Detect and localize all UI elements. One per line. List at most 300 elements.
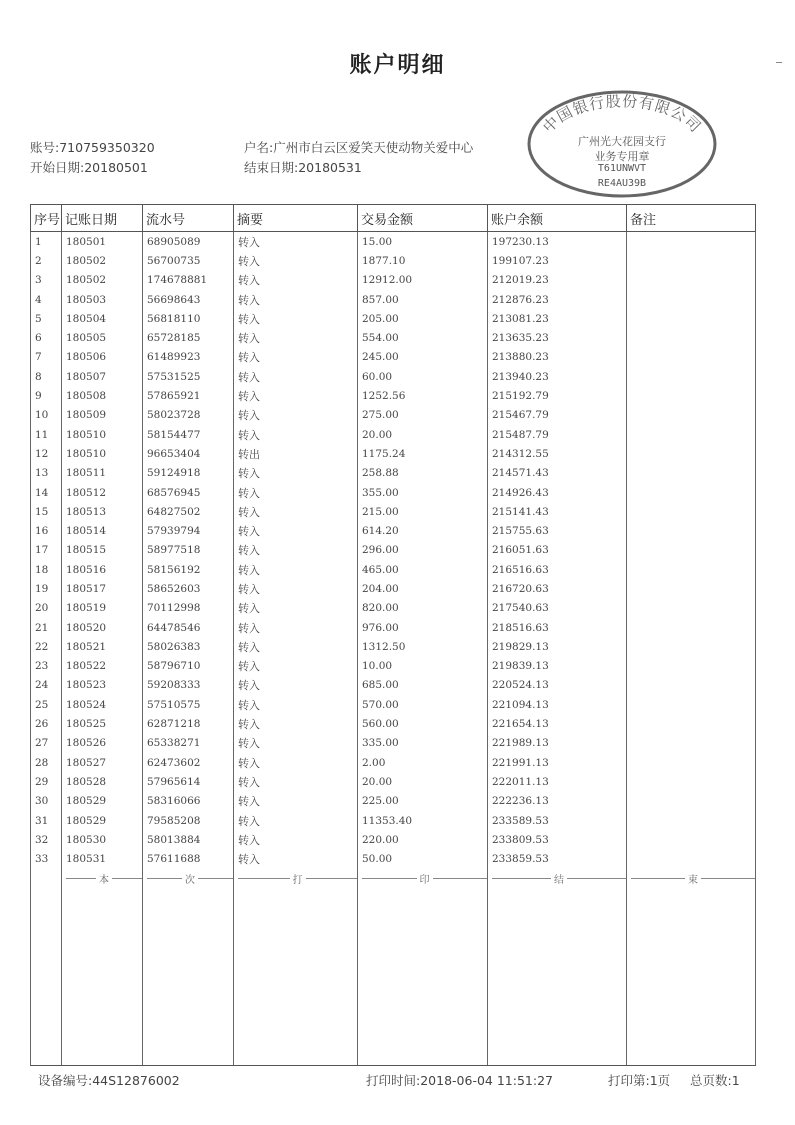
cell-amount: 220.00 <box>358 830 488 849</box>
cell-amount: 335.00 <box>358 734 488 753</box>
cell-summary: 转入 <box>234 734 358 753</box>
page-number: 打印第:1页 <box>608 1073 671 1088</box>
cell-seq: 23 <box>31 657 62 676</box>
cell-summary: 转入 <box>234 348 358 367</box>
cell-serial: 58977518 <box>143 541 234 560</box>
end-marker-text: 打 <box>290 875 306 886</box>
cell-summary: 转入 <box>234 521 358 540</box>
cell-balance: 213635.23 <box>488 328 627 347</box>
cell-seq: 27 <box>31 734 62 753</box>
table-row <box>31 618 756 637</box>
cell-remark <box>627 734 756 753</box>
cell-balance: 222236.13 <box>488 792 627 811</box>
table-row <box>31 406 756 425</box>
cell-amount: 15.00 <box>358 232 488 252</box>
end-marker-cell <box>627 869 756 889</box>
cell-balance: 215467.79 <box>488 406 627 425</box>
cell-serial: 79585208 <box>143 811 234 830</box>
cell-remark <box>627 521 756 540</box>
cell-summary: 转入 <box>234 599 358 618</box>
end-marker-cell <box>358 869 488 889</box>
cell-balance: 212019.23 <box>488 271 627 290</box>
table-row <box>31 772 756 791</box>
cell-remark <box>627 386 756 405</box>
table-row <box>31 850 756 869</box>
cell-seq: 30 <box>31 792 62 811</box>
seal-ring-text: 中国银行股份有限公司 <box>539 92 705 137</box>
table-row <box>31 232 756 252</box>
cell-remark <box>627 444 756 463</box>
end-marker-text: 印 <box>417 875 433 886</box>
end-of-print-row <box>31 869 756 889</box>
cell-summary: 转入 <box>234 657 358 676</box>
cell-date: 180508 <box>62 386 143 405</box>
cell-date: 180503 <box>62 290 143 309</box>
cell-serial: 57510575 <box>143 695 234 714</box>
cell-balance: 214926.43 <box>488 483 627 502</box>
cell-balance: 197230.13 <box>488 232 627 252</box>
end-marker-cell <box>143 869 234 889</box>
cell-summary: 转入 <box>234 367 358 386</box>
col-header-summary: 摘要 <box>234 205 358 232</box>
cell-summary: 转入 <box>234 309 358 328</box>
cell-summary: 转入 <box>234 328 358 347</box>
cell-seq: 26 <box>31 714 62 733</box>
seal-code-1: T61UNWVT <box>597 163 647 174</box>
cell-serial: 58026383 <box>143 637 234 656</box>
cell-balance: 215192.79 <box>488 386 627 405</box>
cell-seq: 11 <box>31 425 62 444</box>
cell-remark <box>627 541 756 560</box>
cell-balance: 214312.55 <box>488 444 627 463</box>
cell-serial: 68905089 <box>143 232 234 252</box>
cell-seq: 22 <box>31 637 62 656</box>
cell-amount: 976.00 <box>358 618 488 637</box>
cell-serial: 57965614 <box>143 772 234 791</box>
cell-balance: 219839.13 <box>488 657 627 676</box>
total-pages: 总页数:1 <box>690 1073 740 1088</box>
cell-amount: 614.20 <box>358 521 488 540</box>
cell-summary: 转入 <box>234 753 358 772</box>
cell-amount: 1252.56 <box>358 386 488 405</box>
cell-serial: 58154477 <box>143 425 234 444</box>
cell-balance: 216720.63 <box>488 579 627 598</box>
table-row <box>31 271 756 290</box>
cell-summary: 转出 <box>234 444 358 463</box>
cell-balance: 215755.63 <box>488 521 627 540</box>
cell-balance: 199107.23 <box>488 251 627 270</box>
cell-serial: 58023728 <box>143 406 234 425</box>
cell-seq: 4 <box>31 290 62 309</box>
cell-seq: 18 <box>31 560 62 579</box>
cell-seq: 17 <box>31 541 62 560</box>
svg-text:中国银行股份有限公司 <box>539 92 705 136</box>
blank-cell <box>234 889 358 1066</box>
cell-serial: 68576945 <box>143 483 234 502</box>
cell-remark <box>627 560 756 579</box>
table-row <box>31 579 756 598</box>
blank-cell <box>358 889 488 1066</box>
cell-remark <box>627 290 756 309</box>
table-row <box>31 348 756 367</box>
cell-remark <box>627 232 756 252</box>
cell-remark <box>627 618 756 637</box>
cell-summary: 转入 <box>234 579 358 598</box>
cell-summary: 转入 <box>234 464 358 483</box>
cell-summary: 转入 <box>234 386 358 405</box>
cell-balance: 216051.63 <box>488 541 627 560</box>
cell-summary: 转入 <box>234 560 358 579</box>
cell-summary: 转入 <box>234 637 358 656</box>
cell-date: 180523 <box>62 676 143 695</box>
cell-date: 180511 <box>62 464 143 483</box>
cell-remark <box>627 309 756 328</box>
cell-date: 180531 <box>62 850 143 869</box>
cell-summary: 转入 <box>234 676 358 695</box>
cell-date: 180514 <box>62 521 143 540</box>
cell-amount: 60.00 <box>358 367 488 386</box>
end-marker-text: 束 <box>685 875 701 886</box>
table-row <box>31 367 756 386</box>
cell-balance: 213081.23 <box>488 309 627 328</box>
cell-date: 180528 <box>62 772 143 791</box>
end-marker-cell <box>234 869 358 889</box>
cell-remark <box>627 367 756 386</box>
cell-balance: 222011.13 <box>488 772 627 791</box>
cell-seq: 10 <box>31 406 62 425</box>
table-row <box>31 676 756 695</box>
transaction-table <box>30 204 756 1066</box>
seal-code-2: RE4AU39B <box>597 178 647 189</box>
table-row <box>31 637 756 656</box>
table-row <box>31 464 756 483</box>
cell-serial: 57939794 <box>143 521 234 540</box>
cell-seq: 3 <box>31 271 62 290</box>
cell-serial: 174678881 <box>143 271 234 290</box>
cell-remark <box>627 579 756 598</box>
cell-amount: 1175.24 <box>358 444 488 463</box>
cell-amount: 20.00 <box>358 425 488 444</box>
cell-balance: 213940.23 <box>488 367 627 386</box>
cell-seq: 14 <box>31 483 62 502</box>
cell-amount: 50.00 <box>358 850 488 869</box>
blank-cell <box>627 889 756 1066</box>
blank-cell <box>143 889 234 1066</box>
cell-summary: 转入 <box>234 618 358 637</box>
account-holder: 户名:广州市白云区爱笑天使动物关爱中心 <box>244 140 474 155</box>
cell-remark <box>627 830 756 849</box>
cell-date: 180512 <box>62 483 143 502</box>
cell-summary: 转入 <box>234 271 358 290</box>
cell-balance: 221094.13 <box>488 695 627 714</box>
cell-balance: 221654.13 <box>488 714 627 733</box>
cell-amount: 820.00 <box>358 599 488 618</box>
table-row <box>31 309 756 328</box>
cell-amount: 2.00 <box>358 753 488 772</box>
col-header-amount: 交易金额 <box>358 205 488 232</box>
cell-serial: 59208333 <box>143 676 234 695</box>
cell-serial: 58013884 <box>143 830 234 849</box>
seal-branch: 广州光大花园支行 <box>578 135 666 148</box>
cell-serial: 96653404 <box>143 444 234 463</box>
cell-summary: 转入 <box>234 811 358 830</box>
cell-seq: 1 <box>31 232 62 252</box>
cell-balance: 233809.53 <box>488 830 627 849</box>
table-row <box>31 425 756 444</box>
table-row <box>31 502 756 521</box>
cell-remark <box>627 599 756 618</box>
cell-amount: 554.00 <box>358 328 488 347</box>
table-row <box>31 714 756 733</box>
cell-serial: 62473602 <box>143 753 234 772</box>
cell-amount: 245.00 <box>358 348 488 367</box>
col-header-serial: 流水号 <box>143 205 234 232</box>
corner-mark <box>776 62 782 63</box>
cell-seq: 12 <box>31 444 62 463</box>
cell-amount: 12912.00 <box>358 271 488 290</box>
cell-balance: 233859.53 <box>488 850 627 869</box>
cell-date: 180505 <box>62 328 143 347</box>
cell-amount: 204.00 <box>358 579 488 598</box>
cell-serial: 56700735 <box>143 251 234 270</box>
cell-date: 180524 <box>62 695 143 714</box>
cell-serial: 70112998 <box>143 599 234 618</box>
cell-amount: 355.00 <box>358 483 488 502</box>
cell-seq: 8 <box>31 367 62 386</box>
cell-remark <box>627 406 756 425</box>
start-date: 开始日期:20180501 <box>30 160 148 175</box>
cell-remark <box>627 850 756 869</box>
cell-summary: 转入 <box>234 232 358 252</box>
cell-balance: 219829.13 <box>488 637 627 656</box>
cell-seq: 33 <box>31 850 62 869</box>
cell-seq: 29 <box>31 772 62 791</box>
cell-balance: 216516.63 <box>488 560 627 579</box>
cell-seq: 32 <box>31 830 62 849</box>
cell-summary: 转入 <box>234 290 358 309</box>
cell-amount: 11353.40 <box>358 811 488 830</box>
cell-amount: 857.00 <box>358 290 488 309</box>
cell-date: 180521 <box>62 637 143 656</box>
cell-date: 180525 <box>62 714 143 733</box>
cell-date: 180519 <box>62 599 143 618</box>
cell-summary: 转入 <box>234 502 358 521</box>
end-marker-text: 次 <box>182 875 198 886</box>
cell-summary: 转入 <box>234 850 358 869</box>
cell-serial: 64827502 <box>143 502 234 521</box>
cell-seq: 31 <box>31 811 62 830</box>
col-header-seq: 序号 <box>31 205 62 232</box>
cell-date: 180515 <box>62 541 143 560</box>
table-row <box>31 695 756 714</box>
cell-balance: 220524.13 <box>488 676 627 695</box>
cell-date: 180506 <box>62 348 143 367</box>
cell-balance: 214571.43 <box>488 464 627 483</box>
cell-serial: 58652603 <box>143 579 234 598</box>
blank-cell <box>31 889 62 1066</box>
cell-date: 180526 <box>62 734 143 753</box>
cell-amount: 1877.10 <box>358 251 488 270</box>
cell-date: 180527 <box>62 753 143 772</box>
cell-amount: 215.00 <box>358 502 488 521</box>
cell-serial: 65728185 <box>143 328 234 347</box>
cell-date: 180504 <box>62 309 143 328</box>
table-row <box>31 251 756 270</box>
cell-balance: 215141.43 <box>488 502 627 521</box>
cell-amount: 1312.50 <box>358 637 488 656</box>
table-row <box>31 444 756 463</box>
cell-remark <box>627 657 756 676</box>
cell-remark <box>627 811 756 830</box>
cell-seq: 28 <box>31 753 62 772</box>
cell-amount: 225.00 <box>358 792 488 811</box>
cell-seq: 5 <box>31 309 62 328</box>
table-row <box>31 541 756 560</box>
cell-amount: 570.00 <box>358 695 488 714</box>
cell-date: 180520 <box>62 618 143 637</box>
cell-balance: 221991.13 <box>488 753 627 772</box>
page-title: 账户明细 <box>349 53 446 78</box>
cell-balance: 215487.79 <box>488 425 627 444</box>
cell-date: 180513 <box>62 502 143 521</box>
cell-seq: 15 <box>31 502 62 521</box>
cell-seq: 13 <box>31 464 62 483</box>
cell-remark <box>627 637 756 656</box>
cell-serial: 61489923 <box>143 348 234 367</box>
account-number: 账号:710759350320 <box>30 140 155 155</box>
cell-date: 180522 <box>62 657 143 676</box>
cell-date: 180517 <box>62 579 143 598</box>
cell-amount: 10.00 <box>358 657 488 676</box>
cell-date: 180529 <box>62 792 143 811</box>
device-number: 设备编号:44S12876002 <box>38 1073 180 1088</box>
cell-remark <box>627 502 756 521</box>
table-row <box>31 811 756 830</box>
cell-remark <box>627 348 756 367</box>
cell-date: 180510 <box>62 444 143 463</box>
cell-remark <box>627 328 756 347</box>
cell-balance: 221989.13 <box>488 734 627 753</box>
cell-serial: 62871218 <box>143 714 234 733</box>
cell-summary: 转入 <box>234 406 358 425</box>
cell-serial: 64478546 <box>143 618 234 637</box>
end-marker-cell <box>488 869 627 889</box>
col-header-balance: 账户余额 <box>488 205 627 232</box>
cell-seq: 7 <box>31 348 62 367</box>
cell-amount: 296.00 <box>358 541 488 560</box>
bank-seal <box>525 88 719 200</box>
cell-summary: 转入 <box>234 251 358 270</box>
cell-date: 180530 <box>62 830 143 849</box>
cell-serial: 65338271 <box>143 734 234 753</box>
cell-serial: 58796710 <box>143 657 234 676</box>
table-row <box>31 734 756 753</box>
cell-balance: 233589.53 <box>488 811 627 830</box>
cell-balance: 218516.63 <box>488 618 627 637</box>
cell-summary: 转入 <box>234 792 358 811</box>
print-time: 打印时间:2018-06-04 11:51:27 <box>366 1073 553 1088</box>
cell-amount: 465.00 <box>358 560 488 579</box>
cell-seq: 21 <box>31 618 62 637</box>
cell-serial: 58316066 <box>143 792 234 811</box>
col-header-date: 记账日期 <box>62 205 143 232</box>
end-marker-cell <box>62 869 143 889</box>
table-row <box>31 599 756 618</box>
table-row <box>31 560 756 579</box>
cell-date: 180507 <box>62 367 143 386</box>
cell-date: 180502 <box>62 271 143 290</box>
end-date: 结束日期:20180531 <box>244 160 362 175</box>
table-row <box>31 521 756 540</box>
blank-cell <box>488 889 627 1066</box>
cell-serial: 56818110 <box>143 309 234 328</box>
cell-remark <box>627 464 756 483</box>
cell-amount: 685.00 <box>358 676 488 695</box>
table-row <box>31 753 756 772</box>
cell-remark <box>627 676 756 695</box>
cell-summary: 转入 <box>234 541 358 560</box>
cell-serial: 57611688 <box>143 850 234 869</box>
cell-date: 180510 <box>62 425 143 444</box>
table-row <box>31 657 756 676</box>
cell-remark <box>627 251 756 270</box>
cell-remark <box>627 714 756 733</box>
cell-amount: 205.00 <box>358 309 488 328</box>
table-header-row <box>31 205 756 232</box>
cell-summary: 转入 <box>234 830 358 849</box>
cell-seq: 20 <box>31 599 62 618</box>
end-marker-cell <box>31 869 62 889</box>
table-row <box>31 792 756 811</box>
cell-serial: 57865921 <box>143 386 234 405</box>
cell-date: 180529 <box>62 811 143 830</box>
cell-remark <box>627 792 756 811</box>
table-row <box>31 483 756 502</box>
cell-seq: 6 <box>31 328 62 347</box>
cell-summary: 转入 <box>234 714 358 733</box>
cell-summary: 转入 <box>234 695 358 714</box>
cell-seq: 19 <box>31 579 62 598</box>
cell-summary: 转入 <box>234 483 358 502</box>
end-marker-text: 结 <box>551 875 567 886</box>
table-row <box>31 830 756 849</box>
col-header-remark: 备注 <box>627 205 756 232</box>
cell-serial: 58156192 <box>143 560 234 579</box>
blank-cell <box>62 889 143 1066</box>
cell-remark <box>627 695 756 714</box>
cell-balance: 217540.63 <box>488 599 627 618</box>
cell-serial: 57531525 <box>143 367 234 386</box>
cell-date: 180501 <box>62 232 143 252</box>
cell-seq: 24 <box>31 676 62 695</box>
cell-seq: 25 <box>31 695 62 714</box>
cell-summary: 转入 <box>234 425 358 444</box>
table-blank-area <box>31 889 756 1066</box>
cell-seq: 2 <box>31 251 62 270</box>
cell-balance: 212876.23 <box>488 290 627 309</box>
cell-amount: 275.00 <box>358 406 488 425</box>
cell-seq: 16 <box>31 521 62 540</box>
cell-date: 180502 <box>62 251 143 270</box>
cell-remark <box>627 271 756 290</box>
cell-amount: 560.00 <box>358 714 488 733</box>
cell-serial: 56698643 <box>143 290 234 309</box>
cell-remark <box>627 483 756 502</box>
table-row <box>31 386 756 405</box>
cell-seq: 9 <box>31 386 62 405</box>
cell-balance: 213880.23 <box>488 348 627 367</box>
cell-amount: 20.00 <box>358 772 488 791</box>
